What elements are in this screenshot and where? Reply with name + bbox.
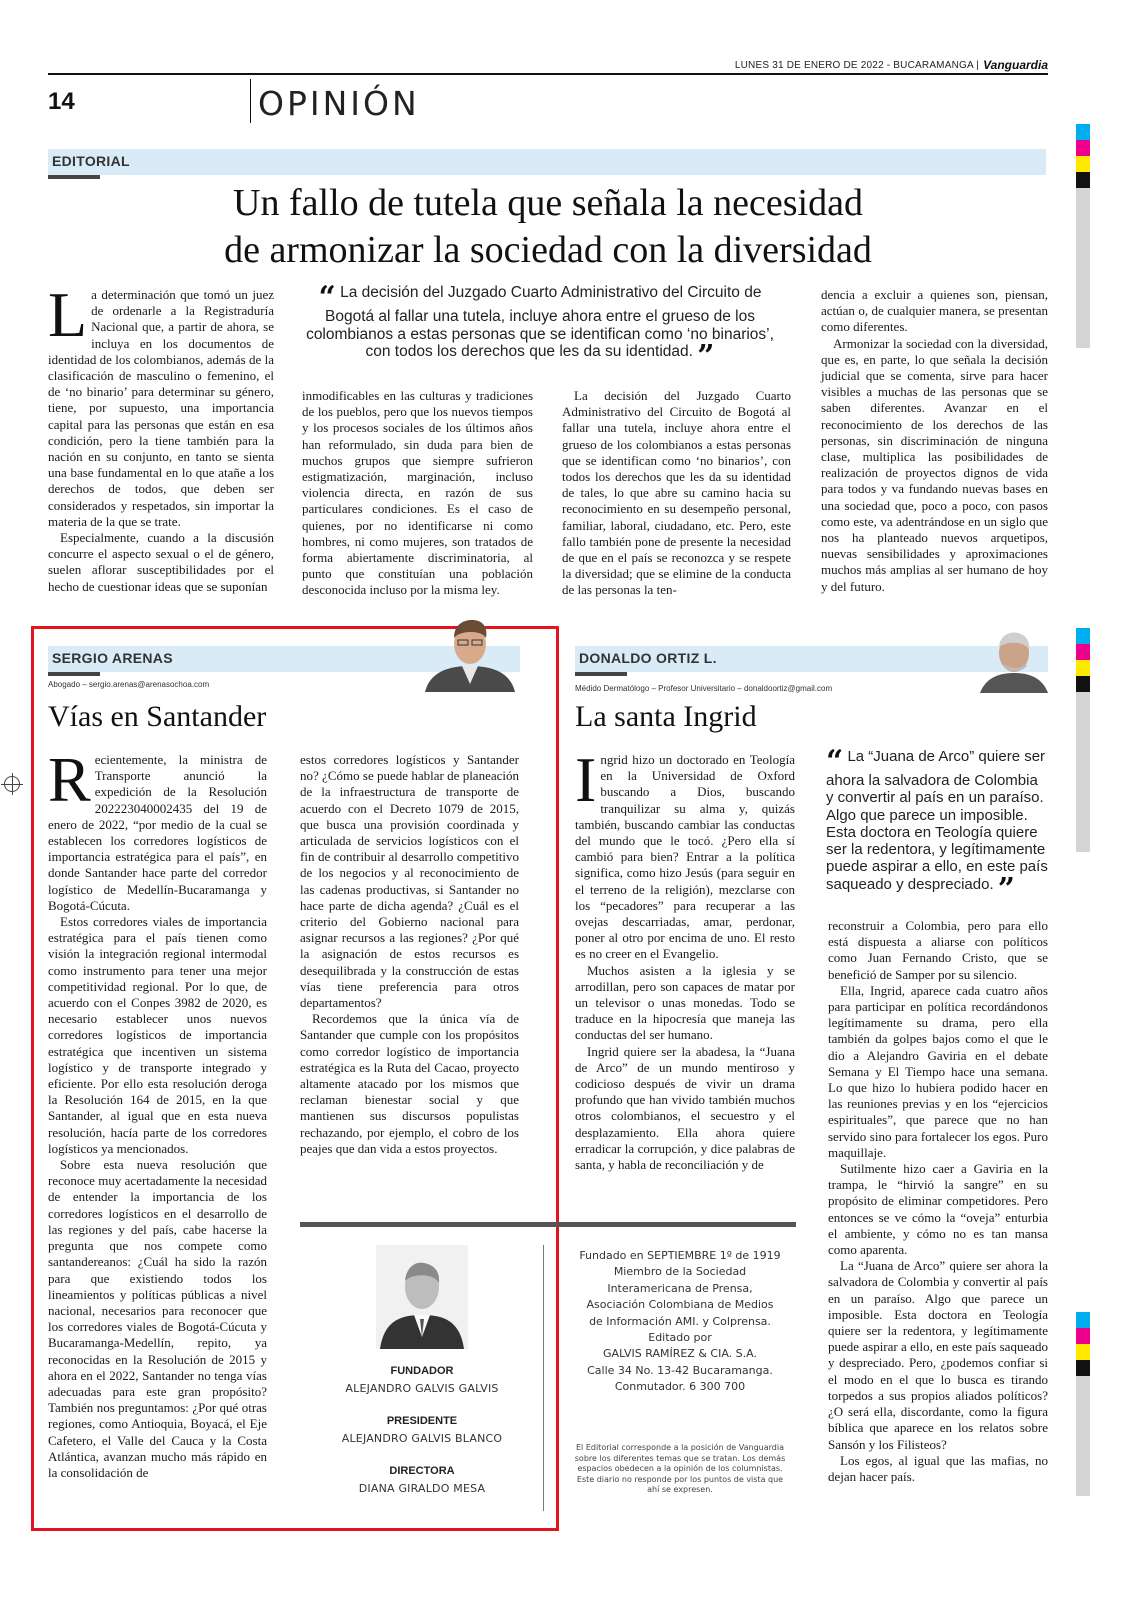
editorial-headline: Un fallo de tutela que señala la necesidad de armonizar la sociedad con la diversidad — [224, 182, 872, 271]
masthead-info: Fundado en SEPTIEMBRE 1º de 1919 Miembro de la Sociedad Interamericana de Prensa, Asociación Colombiana de Medios de Información AMI. y Colprensa. Editado por GALVIS RAMÍREZ & CIA. S.A. Calle 34 No. 13-42 Bucaramanga. Conmutador. 6 300 700 — [579, 1249, 781, 1394]
drop-cap: I — [575, 744, 597, 815]
header-rule — [48, 73, 1048, 75]
masthead-disclaimer: El Editorial corresponde a la posición de Vanguardia sobre los diferentes temas que se tratan. Los demás espacios obedecen a la opinión de los columnistas. Este diario no responde por los puntos de vista que ahí se expresen. — [574, 1443, 786, 1494]
masthead-role-director: DIRECTORA — [389, 1465, 455, 1477]
editorial-pullquote: “ La decisión del Juzgado Cuarto Administrativo del Circuito de Bogotá al fallar una tutela, incluye ahora entre el grueso de los colombianos a estas personas que se identifican como ‘no binarios’, con todos los derechos que les da su identidad. ” — [306, 280, 774, 374]
color-registration-bar-bottom — [1076, 1312, 1090, 1496]
columnist2-title: La santa Ingrid — [575, 700, 757, 733]
founder-portrait — [376, 1245, 468, 1349]
drop-cap: R — [48, 744, 91, 815]
open-quote-icon: “ — [826, 744, 844, 779]
crosshair-mark-icon — [4, 776, 20, 792]
drop-cap: L — [48, 279, 88, 350]
section-divider — [250, 79, 251, 123]
color-registration-bar-middle — [1076, 628, 1090, 852]
masthead-divider — [543, 1245, 544, 1511]
masthead-role-founder: FUNDADOR — [390, 1365, 454, 1377]
editorial-label-bar — [48, 149, 1046, 175]
columnist2-label-bar — [575, 646, 1048, 672]
columnist2-column-1: Ingrid hizo un doctorado en Teología en la Universidad de Oxford buscando a Dios, buscando tranquilizar su alma y, quizás también, buscando cambiar las conductas del mundo que le tocó. ¿Pero ella sí cambió para bien? Entrar a la política significa, como hizo Jesús (para seguir en el terreno de la religión), mezclarse con los “pecadores” para recuperar a las ovejas descarriadas, amar, perdonar, poner al otro por encima de uno. El resto es no creer en el Evangelio. Muchos asisten a la iglesia y se arrodillan, pero son capaces de matar por un televisor o unas monedas. Todo se traduce en la hipocresía que maneja las conductas del ser humano. Ingrid quiere ser la abadesa, la “Juana de Arco” de un mundo mentiroso y codicioso después de vivir un drama profundo que han vivido también muchos otros colombianos, el secuestro y el desplazamiento. Ella ahora quiere erradicar la corrupción, y dice palabras de santa, y habla de reconciliación y de — [575, 744, 795, 1173]
columnist2-name: DONALDO ORTIZ L. — [579, 650, 717, 666]
masthead-role-president: PRESIDENTE — [386, 1415, 458, 1427]
columnist2-column-2: reconstruir a Colombia, pero para ello está dispuesta a aliarse con políticos como Juan Fernando Cristo, que se benefició de Samper por su silencio. Ella, Ingrid, aparece cada cuatro años para participar en política recordándonos legítimamente su drama, pero ella también da golpes bajos como el que le dio a Alejandro Gaviria en el debate Semana y El Tiempo hace una semana. Lo que hizo lo hubiera podido hacer en las reuniones previas y en los “ejercicios espirituales”, que parece que no han servido sino para fortalecer los egos. Puro maquillaje. Sutilmente hizo caer a Gaviria en la trampa, le “hirvió la sangre” en su propósito de eliminar competidores. Pero entonces se ve cómo la “oveja” enturbia el ambiente, y cómo no es tan mansa como aparenta. La “Juana de Arco” quiere ser ahora la salvadora de Colombia y convertir al país en un paraíso. Algo que parece un imposible. Esta doctora en Teología quiere ser la redentora, y legítimamente puede aspirar a ello, en este país saqueado y despreciado. Pero, ¿podemos confiar si el modo en el que lo busca es tirando torpedos a sus propios aliados políticos? ¿O será ella, discordante, como la figura bíblica que aparece en los relatos sobre Sansón y los Filisteos? Los egos, al igual que las mafias, no dejan hacer país. — [828, 918, 1048, 1484]
columnist1-column-1: Recientemente, la ministra de Transporte anunció la expedición de la Resolución 20222304000243​5 del 19 de enero de 2022, “por medio de la cual se establecen los corredores logísticos de importancia estratégica para el país”, en donde Santander hace parte del corredor logístico de Medellín-Bucaramanga y Bogotá-Cúcuta. Estos corredores viales de importancia estratégica para el país tienen como visión la integración regional intermodal como instrumento para tener una mejor competitividad regional. Por lo que, de acuerdo con el Conpes 3982 de 2020, es necesario establecer unos nuevos corredores logísticos de importancia estratégica que incentiven un sistema logístico y de transporte integrado y eficiente. Por ello esta resolución deroga la Resolución 164 de 2015, en la que Santander, al igual que en esta nueva resolución, hacía parte de los corredores logísticos ya mencionados. Sobre esta nueva resolución que reconoce muy acertadamente la necesidad de entender la importancia de los corredores logísticos en el desarrollo de las regiones y del país, cabe hacerse la pregunta que nos compete como santandereanos: ¿Cuál ha sido la razón para que existiendo todos los lineamientos y políticas públicas a nivel nacional, necesarios para reconocer que los corredores viales de Bogotá-Cúcuta y Bucaramanga-Medellín, repito, ya reconocidas en la Resolución de 2015 y ahora en el 2022, Santander no tenga vías adecuadas para este gran propósito? También nos preguntamos: ¿Por qué otras regiones, como Antioquia, Boyacá, el Eje Cafetero, el Valle del Cauca y la Costa Atlántica, avanzan mucho más rápido en la consolidación de — [48, 744, 267, 1480]
close-quote-icon: ” — [697, 339, 715, 374]
brand-logo: Vanguardia — [983, 58, 1048, 72]
masthead-name-founder: ALEJANDRO GALVIS GALVIS — [345, 1382, 499, 1395]
editorial-label: EDITORIAL — [52, 153, 130, 169]
close-quote-icon: ” — [997, 871, 1016, 907]
editorial-column-3: La decisión del Juzgado Cuarto Administrativo del Circuito de Bogotá al fallar una tutela, incluye ahora entre el grueso de los colombianos a estas personas que se identifican como ‘no binarios’, con todos los derechos que les da su identidad de tales, lo que abre su camino hacia su reconocimiento en su desempeño personal, familiar, laboral, ciudadano, etc. Pero, este fallo también pone de presente la necesidad de que en el país se reconozca y se respete la diversidad; que se elimine de la conducta de las personas la ten- — [562, 388, 791, 598]
columnist2-bio: Médido Dermatólogo – Profesor Universitario – donaldoortiz@gmail.com — [575, 684, 833, 693]
issue-date: LUNES 31 DE ENERO DE 2022 - BUCARAMANGA | — [734, 59, 980, 71]
columnist1-bio: Abogado – sergio.arenas@arenasochoa.com — [48, 680, 210, 689]
columnist1-avatar — [420, 614, 520, 692]
section-title: OPINIÓN — [258, 84, 420, 123]
editorial-column-2: inmodificables en las culturas y tradiciones de los pueblos, pero que los nuevos tiempos y los procesos sociales de los últimos años han reformulado, sin duda para bien de muchos grupos que siempre sufrieron estigmatización, marginación, incluso violencia directa, en razón de sus particulares condiciones. Es el caso de quienes, por no identificarse ni como hombres, ni como mujeres, son tratados de forma abiertamente discriminatoria, al punto que constituían una población desconocida incluso por la misma ley. — [302, 388, 533, 598]
masthead-name-president: ALEJANDRO GALVIS BLANCO — [341, 1432, 503, 1445]
color-registration-bar-top — [1076, 124, 1090, 348]
open-quote-icon: “ — [318, 280, 336, 315]
columnist1-name: SERGIO ARENAS — [52, 650, 173, 666]
columnist2-pullquote: “ La “Juana de Arco” quiere ser ahora la salvadora de Colombia y convertir al país en un paraíso. Algo que parece un imposible. Esta doctora en Teología quiere ser la redentora, y legítimamente puede aspirar a ello, en este país saqueado y despreciado. ” — [826, 744, 1048, 907]
columnist1-title: Vías en Santander — [48, 700, 267, 733]
masthead-name-director: DIANA GIRALDO MESA — [358, 1482, 486, 1495]
columnist1-column-2: estos corredores logísticos y Santander no? ¿Cómo se puede hablar de planeación de la infraestructura de transporte de acuerdo con el Decreto 1079 de 2015, que busca una provisión coordinada y articulada de servicios logísticos con el fin de contribuir al desarrollo competitivo de los negocios y al reconocimiento de las cadenas productivas, si Santander no hace parte de dicha agenda? ¿Cuál es el criterio del Gobierno nacional para asignar recursos a las regiones? ¿Por qué la asignación de estos recursos es desequilibrada y la construcción de estas vías tiene preferencia para otros departamentos? Recordemos que la única vía de Santander que cumple con los propósitos como corredor logístico de importancia estratégica es la Ruta del Cacao, proyecto altamente atacado por los mismos que reclaman bienestar social y que mantienen sus discursos populistas rechazando, por ejemplo, el cobro de los peajes que dan vida a estos proyectos. — [300, 752, 519, 1156]
masthead-rule — [300, 1222, 796, 1227]
columnist2-avatar — [980, 627, 1048, 693]
dateline — [734, 57, 1048, 73]
page-number: 14 — [48, 88, 75, 115]
editorial-column-4: dencia a excluir a quienes son, piensan, actúan o, de cualquier manera, se presentan como diferentes. Armonizar la sociedad con la diversidad, que es, en parte, lo que señala la decisión judicial que se comenta, sirve para hacer visibles a muchas de las personas que se saben diferentes. Avanzar en el reconocimiento de los derechos de las personas, sin discriminación de ninguna clase, multiplica las posibilidades de realización de proyectos dignos de vida para todos y va fundando nuevas bases en una sociedad que, poco a poco, con pasos como este, va adentrándose en un siglo que nos ha planteado nuevos arquetipos, nuevas sensibilidades y aproximaciones muchos más amplias al ser humano de hoy y del futuro. — [821, 287, 1048, 594]
editorial-column-1: La determinación que tomó un juez de ordenarle a la Registraduría Nacional que, a partir de ahora, se incluya en los documentos de identidad de los colombianos, además de la clasificación de masculino o femenino, el de ‘no binario’ para determinar su género, tiene, por supuesto, una importancia capital para las personas que están en esa condición, pero la tiene también para la nación en su conjunto, en tanto se sienta una base fundamental en lo que atañe a los derechos de todos, que deben ser considerados y respetados, sin importar la materia de la que se trate. Especialmente, cuando a la discusión concurre el aspecto sexual o el de género, suelen aflorar susceptibilidades por el hecho de cuestionar ideas que se suponían — [48, 279, 274, 594]
